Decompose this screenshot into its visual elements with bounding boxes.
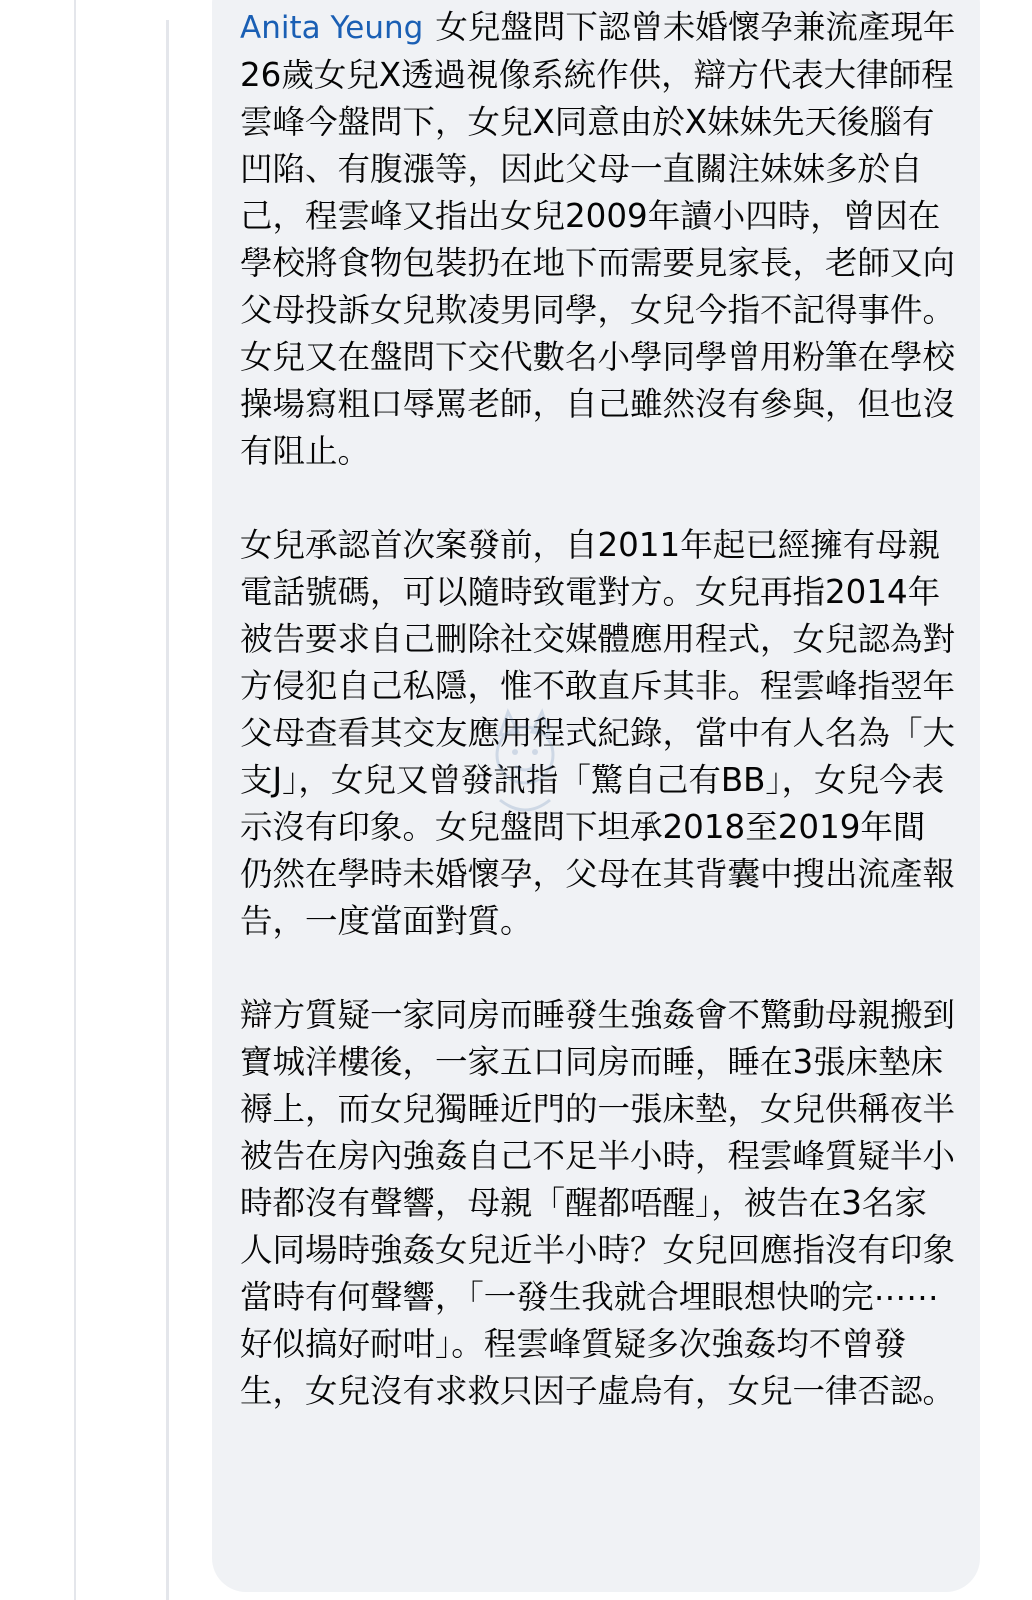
reply-connector-line xyxy=(166,20,169,1600)
comment-paragraph-2: 女兒承認首次案發前，自2011年起已經擁有母親電話號碼，可以隨時致電對方。女兒再指2014年被告要求自己刪除社交媒體應用程式，女兒認為對方侵犯自己私隱，惟不敢直斥其非。程雲峰指翌年父母查看其交友應用程式紀錄，當中有人名為「大支J」，女兒又曾發訊指「驚自己有BB」，女兒今表示沒有印象。女兒盤問下坦承2018至2019年間仍然在學時未婚懷孕，父母在其背囊中搜出流產報告，一度當面對質。 xyxy=(240,526,956,940)
comment-paragraph-1 xyxy=(240,4,956,475)
comment-bubble xyxy=(212,0,980,1592)
comment-author-link[interactable]: Anita Yeung xyxy=(240,10,424,46)
comment-paragraph-1-text: 女兒盤問下認曾未婚懷孕兼流產現年26歲女兒X透過視像系統作供，辯方代表大律師程雲峰今盤問下，女兒X同意由於X妹妹先天後腦有凹陷、有腹漲等，因此父母一直關注妹妹多於自己，程雲峰又指出女兒2009年讀小四時，曾因在學校將食物包裝扔在地下而需要見家長，老師又向父母投訴女兒欺凌男同學，女兒今指不記得事件。女兒又在盤問下交代數名小學同學曾用粉筆在學校操場寫粗口辱罵老師，自己雖然沒有參與，但也沒有阻止。 xyxy=(240,8,956,470)
comment-body xyxy=(240,4,956,1415)
thread-connector-line xyxy=(74,0,76,1600)
comment-paragraph-3: 辯方質疑一家同房而睡發生強姦會不驚動母親搬到寶城洋樓後，一家五口同房而睡，睡在3張床墊床褥上，而女兒獨睡近門的一張床墊，女兒供稱夜半被告在房內強姦自己不足半小時，程雲峰質疑半小時都沒有聲響，母親「醒都唔醒」，被告在3名家人同場時強姦女兒近半小時？女兒回應指沒有印象當時有何聲響，「一發生我就合埋眼想快啲完⋯⋯好似搞好耐咁」。程雲峰質疑多次強姦均不曾發生，女兒沒有求救只因子虛烏有，女兒一律否認。 xyxy=(240,996,956,1410)
